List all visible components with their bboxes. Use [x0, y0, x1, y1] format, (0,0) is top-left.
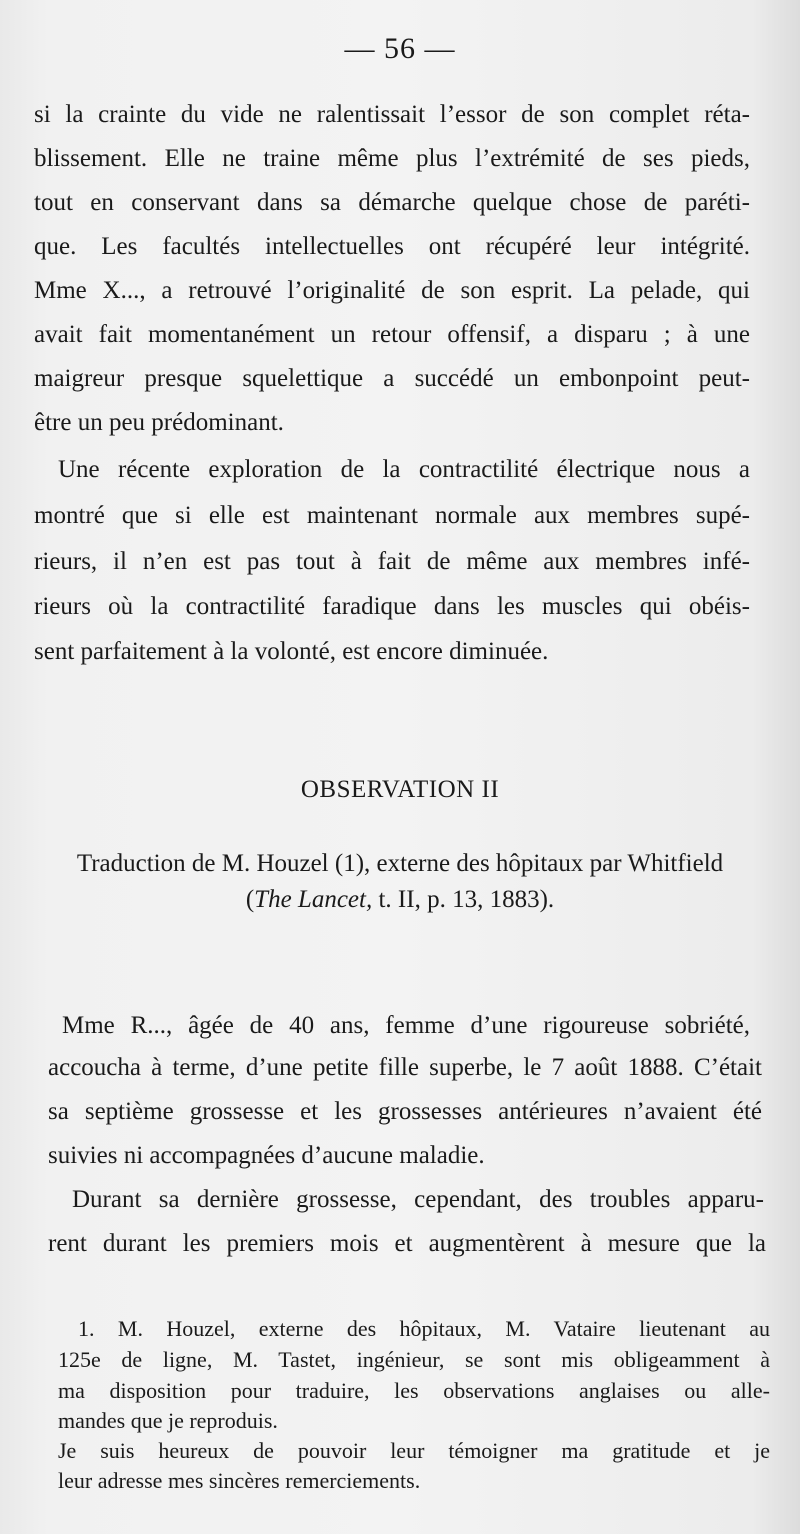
text-line: montré que si elle est maintenant normale aux membres supé- — [34, 502, 750, 529]
footnote-line: mandes que je reproduis. — [58, 1408, 278, 1433]
page-number: — 56 — — [344, 32, 456, 65]
source-line-1: Traduction de M. Houzel (1), externe des hôpitaux par Whitfield — [76, 850, 724, 877]
footnote-line: ma disposition pour traduire, les observations anglaises ou alle- — [58, 1378, 770, 1403]
text-line: suivies ni accompagnées d’aucune maladie. — [48, 1142, 485, 1169]
text-line: avait fait momentanément un retour offensif, a disparu ; à une — [34, 321, 750, 348]
text-line: que. Les facultés intellectuelles ont récupéré leur intégrité. — [34, 233, 750, 260]
text-line: rieurs, il n’en est pas tout à fait de même aux membres infé- — [34, 548, 750, 575]
text-line: rent durant les premiers mois et augmentèrent à mesure que la — [48, 1230, 766, 1257]
footnote-line: 125e de ligne, M. Tastet, ingénieur, se sont mis obligeamment à — [58, 1347, 770, 1372]
text-line: Mme R..., âgée de 40 ans, femme d’une rigoureuse sobriété, — [62, 1012, 750, 1039]
footnote-line: leur adresse mes sincères remerciements. — [58, 1468, 421, 1493]
text-line: blissement. Elle ne traine même plus l’extrémité de ses pieds, — [34, 145, 750, 172]
text-line: rieurs où la contractilité faradique dans les muscles qui obéis- — [34, 593, 750, 620]
text-line: sent parfaitement à la volonté, est encore diminuée. — [34, 638, 549, 665]
footnote-line: Je suis heureux de pouvoir leur témoigner ma gratitude et je — [58, 1438, 770, 1463]
text-line: maigreur presque squelettique a succédé un embonpoint peut- — [34, 365, 750, 392]
text-line: sa septième grossesse et les grossesses antérieures n’avaient été — [48, 1098, 762, 1125]
text-line: Une récente exploration de la contractilité électrique nous a — [58, 456, 750, 483]
text-line: accoucha à terme, d’une petite fille superbe, le 7 août 1888. C’était — [48, 1054, 762, 1081]
source-open-paren: ( — [245, 886, 255, 913]
footnote-line: 1. M. Houzel, externe des hôpitaux, M. Vataire lieutenant au — [78, 1316, 770, 1341]
text-line: Durant sa dernière grossesse, cependant, des troubles apparu- — [72, 1186, 764, 1213]
text-line: être un peu prédominant. — [34, 409, 284, 436]
observation-heading: OBSERVATION II — [300, 776, 500, 803]
source-line-2 — [0, 880, 800, 920]
text-line: si la crainte du vide ne ralentissait l’essor de son complet réta- — [34, 101, 750, 128]
text-line: Mme X..., a retrouvé l’originalité de son esprit. La pelade, qui — [34, 277, 750, 304]
journal-title: The Lancet, — [254, 886, 373, 913]
text-line: tout en conservant dans sa démarche quelque chose de paréti- — [34, 189, 750, 216]
source-details: t. II, p. 13, 1883). — [372, 886, 555, 913]
